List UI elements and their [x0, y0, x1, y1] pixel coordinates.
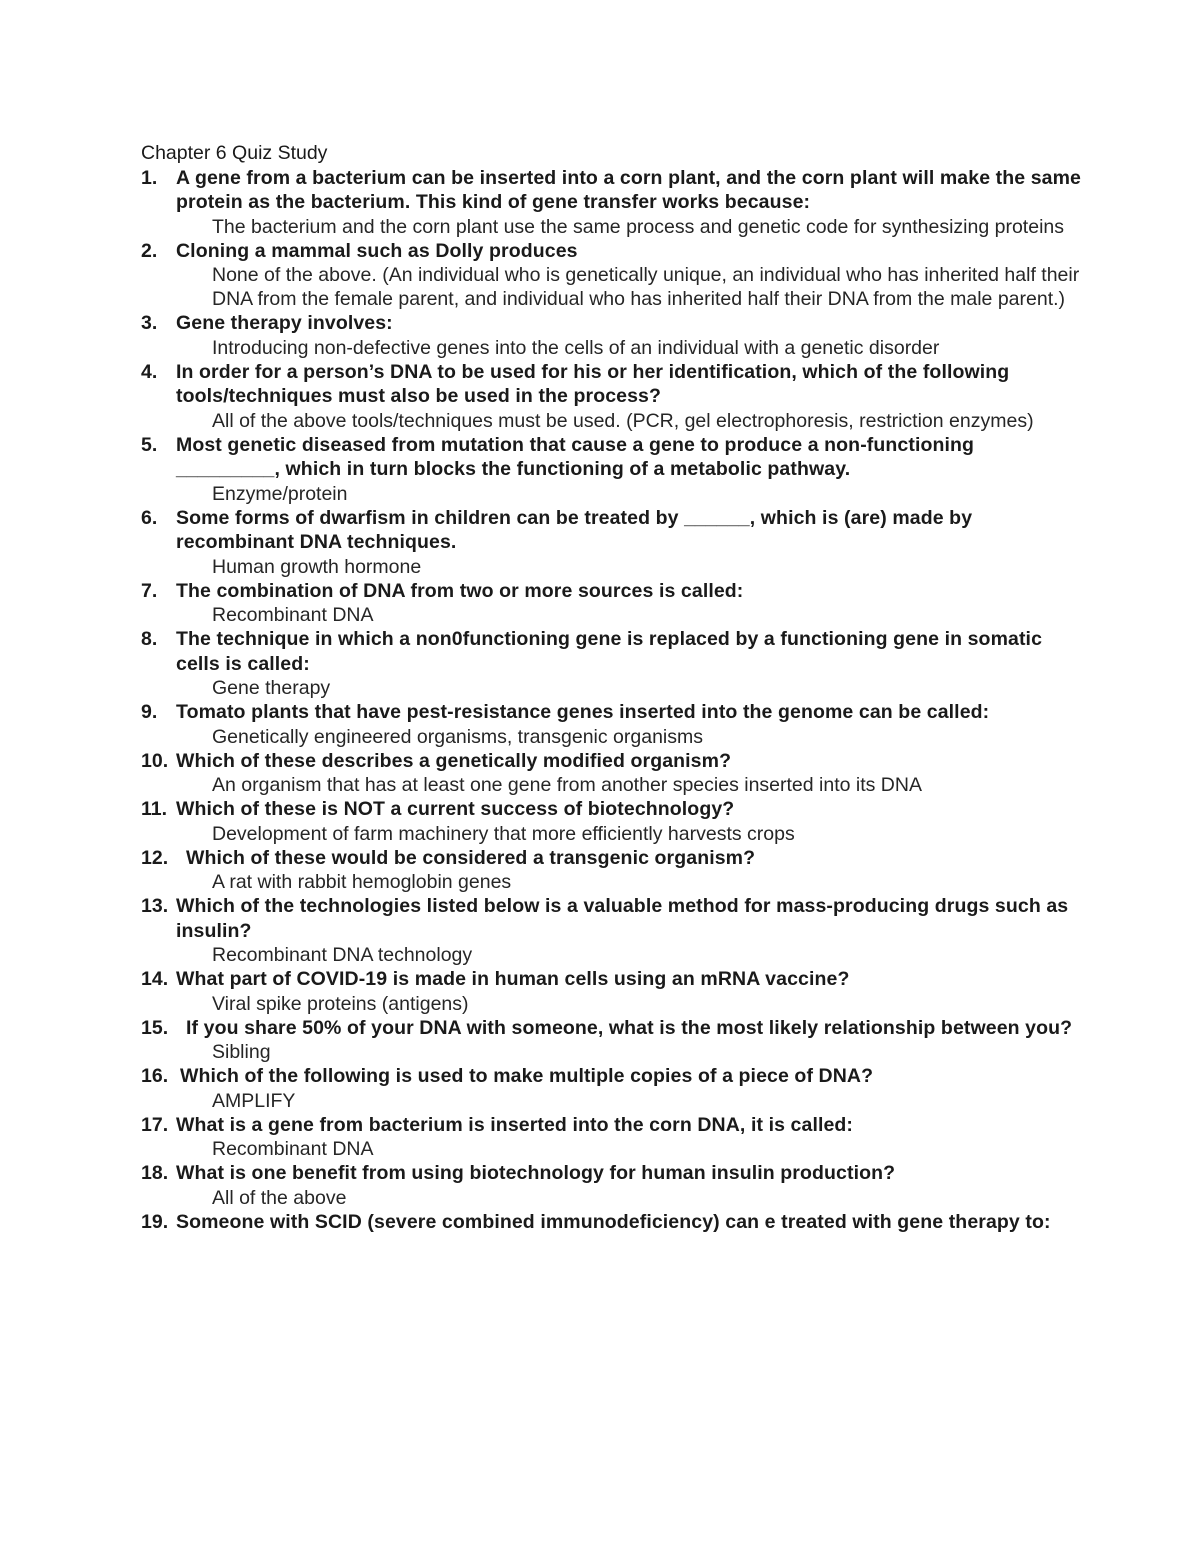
answer-text: Enzyme/protein: [212, 482, 348, 505]
question-text: In order for a person’s DNA to be used for his or her identification, which of the following tools/techniques must also be used in the process?: [176, 360, 1010, 407]
question-text: Cloning a mammal such as Dolly produces: [176, 239, 578, 262]
question-text: Which of these is NOT a current success of biotechnology?: [176, 798, 735, 820]
question-number: 17.: [141, 1113, 169, 1136]
question-item: [141, 1016, 1081, 1065]
answer-text: All of the above: [212, 1186, 347, 1209]
document-page: [141, 141, 1081, 1234]
question-text: The technique in which a non0functioning gene is replaced by a functioning gene in somatic cells is called:: [176, 628, 1043, 675]
question-text: Which of the technologies listed below is a valuable method for mass-producing drugs such as insulin?: [176, 895, 1069, 942]
question-number: 7.: [141, 579, 158, 602]
question-item: [141, 700, 1081, 749]
question-text: What is a gene from bacterium is inserted into the corn DNA, it is called:: [176, 1113, 854, 1136]
question-text: Which of these describes a genetically modified organism?: [176, 749, 732, 772]
question-number: 9.: [141, 701, 158, 723]
question-text: Which of these would be considered a transgenic organism?: [186, 846, 756, 869]
question-number: 16.: [141, 1065, 169, 1087]
question-item: [141, 846, 1081, 895]
question-text: If you share 50% of your DNA with someone, what is the most likely relationship between you?: [186, 1016, 1073, 1039]
answer-text: A rat with rabbit hemoglobin genes: [212, 871, 512, 893]
question-item: [141, 967, 1081, 1016]
question-number: 13.: [141, 895, 169, 917]
question-item: [141, 1113, 1081, 1162]
question-number: 1.: [141, 166, 158, 189]
document-title: Chapter 6 Quiz Study: [141, 142, 328, 164]
answer-text: Viral spike proteins (antigens): [212, 992, 469, 1015]
question-item: [141, 1161, 1081, 1210]
question-list: [141, 166, 1081, 1235]
question-item: [141, 360, 1081, 433]
answer-text: Introducing non-defective genes into the cells of an individual with a genetic disorder: [212, 336, 940, 359]
question-text: Most genetic diseased from mutation that cause a gene to produce a non-functioning _________, which in turn blocks the functioning of a metabolic pathway.: [176, 433, 975, 480]
answer-text: Genetically engineered organisms, transgenic organisms: [212, 725, 704, 748]
question-text: A gene from a bacterium can be inserted into a corn plant, and the corn plant will make the same protein as the bacterium. This kind of gene transfer works because:: [176, 166, 1081, 213]
question-item: [141, 749, 1081, 798]
answer-text: An organism that has at least one gene from another species inserted into its DNA: [212, 774, 922, 796]
question-item: [141, 166, 1081, 239]
answer-text: Recombinant DNA: [212, 604, 374, 626]
question-number: 3.: [141, 312, 158, 334]
question-number: 10.: [141, 749, 169, 772]
answer-text: Human growth hormone: [212, 555, 422, 578]
question-number: 2.: [141, 239, 158, 262]
answer-text: Development of farm machinery that more efficiently harvests crops: [212, 822, 795, 845]
question-text: What part of COVID-19 is made in human cells using an mRNA vaccine?: [176, 968, 850, 990]
question-item: [141, 311, 1081, 360]
question-item: [141, 506, 1081, 579]
question-number: 15.: [141, 1016, 169, 1039]
question-number: 6.: [141, 506, 158, 529]
answer-text: None of the above. (An individual who is genetically unique, an individual who has inherited half their DNA from the female parent, and individual who has inherited half their DNA from the male parent.): [212, 264, 1080, 310]
answer-text: Gene therapy: [212, 677, 331, 699]
question-number: 19.: [141, 1210, 169, 1233]
question-text: Which of the following is used to make multiple copies of a piece of DNA?: [180, 1065, 874, 1087]
answer-text: The bacterium and the corn plant use the same process and genetic code for synthesizing proteins: [212, 215, 1064, 238]
question-item: [141, 894, 1081, 967]
question-number: 14.: [141, 968, 169, 990]
answer-text: AMPLIFY: [212, 1089, 296, 1112]
question-number: 11.: [141, 798, 168, 820]
question-item: [141, 1064, 1081, 1113]
question-item: [141, 797, 1081, 846]
question-item: [141, 433, 1081, 506]
question-text: The combination of DNA from two or more sources is called:: [176, 579, 744, 602]
question-text: Someone with SCID (severe combined immunodeficiency) can e treated with gene therapy to:: [176, 1210, 1051, 1233]
question-number: 12.: [141, 846, 169, 869]
question-item: [141, 579, 1081, 628]
answer-text: All of the above tools/techniques must be used. (PCR, gel electrophoresis, restriction enzymes): [212, 409, 1034, 432]
question-number: 5.: [141, 433, 158, 456]
question-item: [141, 239, 1081, 312]
answer-text: Sibling: [212, 1041, 271, 1063]
question-text: Gene therapy involves:: [176, 312, 393, 334]
question-item: [141, 1210, 1081, 1235]
answer-text: Recombinant DNA: [212, 1138, 374, 1160]
question-text: Tomato plants that have pest-resistance genes inserted into the genome can be called:: [176, 701, 990, 723]
question-item: [141, 627, 1081, 700]
answer-text: Recombinant DNA technology: [212, 944, 473, 966]
question-number: 18.: [141, 1162, 169, 1184]
question-number: 4.: [141, 360, 158, 383]
question-text: Some forms of dwarfism in children can be treated by ______, which is (are) made by recombinant DNA techniques.: [176, 506, 973, 553]
question-number: 8.: [141, 628, 158, 650]
question-text: What is one benefit from using biotechnology for human insulin production?: [176, 1162, 896, 1184]
